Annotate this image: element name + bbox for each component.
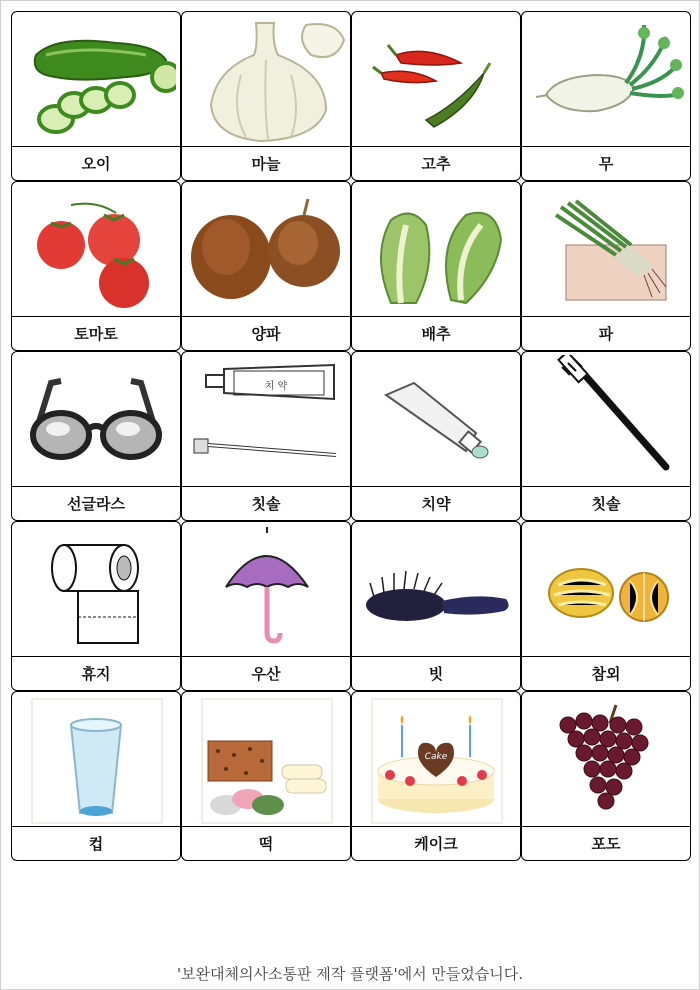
korean-melon-icon bbox=[522, 522, 690, 657]
sunglasses-icon bbox=[12, 352, 180, 487]
toothpaste-and-toothbrush-icon bbox=[182, 352, 350, 487]
hairbrush-icon bbox=[352, 522, 520, 657]
cake-text: Cake bbox=[424, 751, 448, 762]
card-cucumber[interactable] bbox=[11, 11, 181, 181]
napa-cabbage-icon bbox=[352, 182, 520, 317]
card-label: 칫솔 bbox=[182, 486, 350, 520]
card-label: 선글라스 bbox=[12, 486, 180, 520]
card-label: 토마토 bbox=[12, 316, 180, 350]
card-onion[interactable] bbox=[181, 181, 351, 351]
card-toothpaste-and-toothbrush[interactable] bbox=[181, 351, 351, 521]
card-glass-cup[interactable] bbox=[11, 691, 181, 861]
card-label: 포도 bbox=[522, 826, 690, 860]
card-toothbrush[interactable] bbox=[521, 351, 691, 521]
card-green-onion[interactable] bbox=[521, 181, 691, 351]
card-sunglasses[interactable] bbox=[11, 351, 181, 521]
umbrella-icon bbox=[182, 522, 350, 657]
cucumber-icon bbox=[12, 12, 180, 147]
card-rice-cake[interactable] bbox=[181, 691, 351, 861]
card-hairbrush[interactable] bbox=[351, 521, 521, 691]
card-chili-pepper[interactable] bbox=[351, 11, 521, 181]
chili-pepper-icon bbox=[352, 12, 520, 147]
card-cake[interactable] bbox=[351, 691, 521, 861]
card-tomato[interactable] bbox=[11, 181, 181, 351]
card-label: 마늘 bbox=[182, 146, 350, 180]
card-label: 떡 bbox=[182, 826, 350, 860]
card-label: 휴지 bbox=[12, 656, 180, 690]
card-label: 참외 bbox=[522, 656, 690, 690]
card-radish[interactable] bbox=[521, 11, 691, 181]
card-label: 양파 bbox=[182, 316, 350, 350]
card-label: 치약 bbox=[352, 486, 520, 520]
card-grapes[interactable] bbox=[521, 691, 691, 861]
card-label: 케이크 bbox=[352, 826, 520, 860]
radish-icon bbox=[522, 12, 690, 147]
card-umbrella[interactable] bbox=[181, 521, 351, 691]
card-label: 우산 bbox=[182, 656, 350, 690]
cake-icon bbox=[352, 692, 520, 827]
rice-cake-icon bbox=[182, 692, 350, 827]
card-grid bbox=[11, 11, 691, 861]
card-label: 빗 bbox=[352, 656, 520, 690]
card-garlic[interactable] bbox=[181, 11, 351, 181]
toothpaste-text: 치 약 bbox=[264, 380, 288, 392]
card-korean-melon[interactable] bbox=[521, 521, 691, 691]
footer-credit: '보완대체의사소통판 제작 플랫폼'에서 만들었습니다. bbox=[176, 965, 524, 983]
card-toothpaste[interactable] bbox=[351, 351, 521, 521]
card-toilet-paper[interactable] bbox=[11, 521, 181, 691]
card-label: 컵 bbox=[12, 826, 180, 860]
grapes-icon bbox=[522, 692, 690, 827]
glass-cup-icon bbox=[12, 692, 180, 827]
card-label: 파 bbox=[522, 316, 690, 350]
toilet-paper-icon bbox=[12, 522, 180, 657]
card-label: 배추 bbox=[352, 316, 520, 350]
toothbrush-icon bbox=[522, 352, 690, 487]
tomato-icon bbox=[12, 182, 180, 317]
card-label: 고추 bbox=[352, 146, 520, 180]
card-label: 칫솔 bbox=[522, 486, 690, 520]
card-label: 오이 bbox=[12, 146, 180, 180]
card-label: 무 bbox=[522, 146, 690, 180]
card-napa-cabbage[interactable] bbox=[351, 181, 521, 351]
onion-icon bbox=[182, 182, 350, 317]
green-onion-icon bbox=[522, 182, 690, 317]
garlic-icon bbox=[182, 12, 350, 147]
toothpaste-tube-icon bbox=[352, 352, 520, 487]
